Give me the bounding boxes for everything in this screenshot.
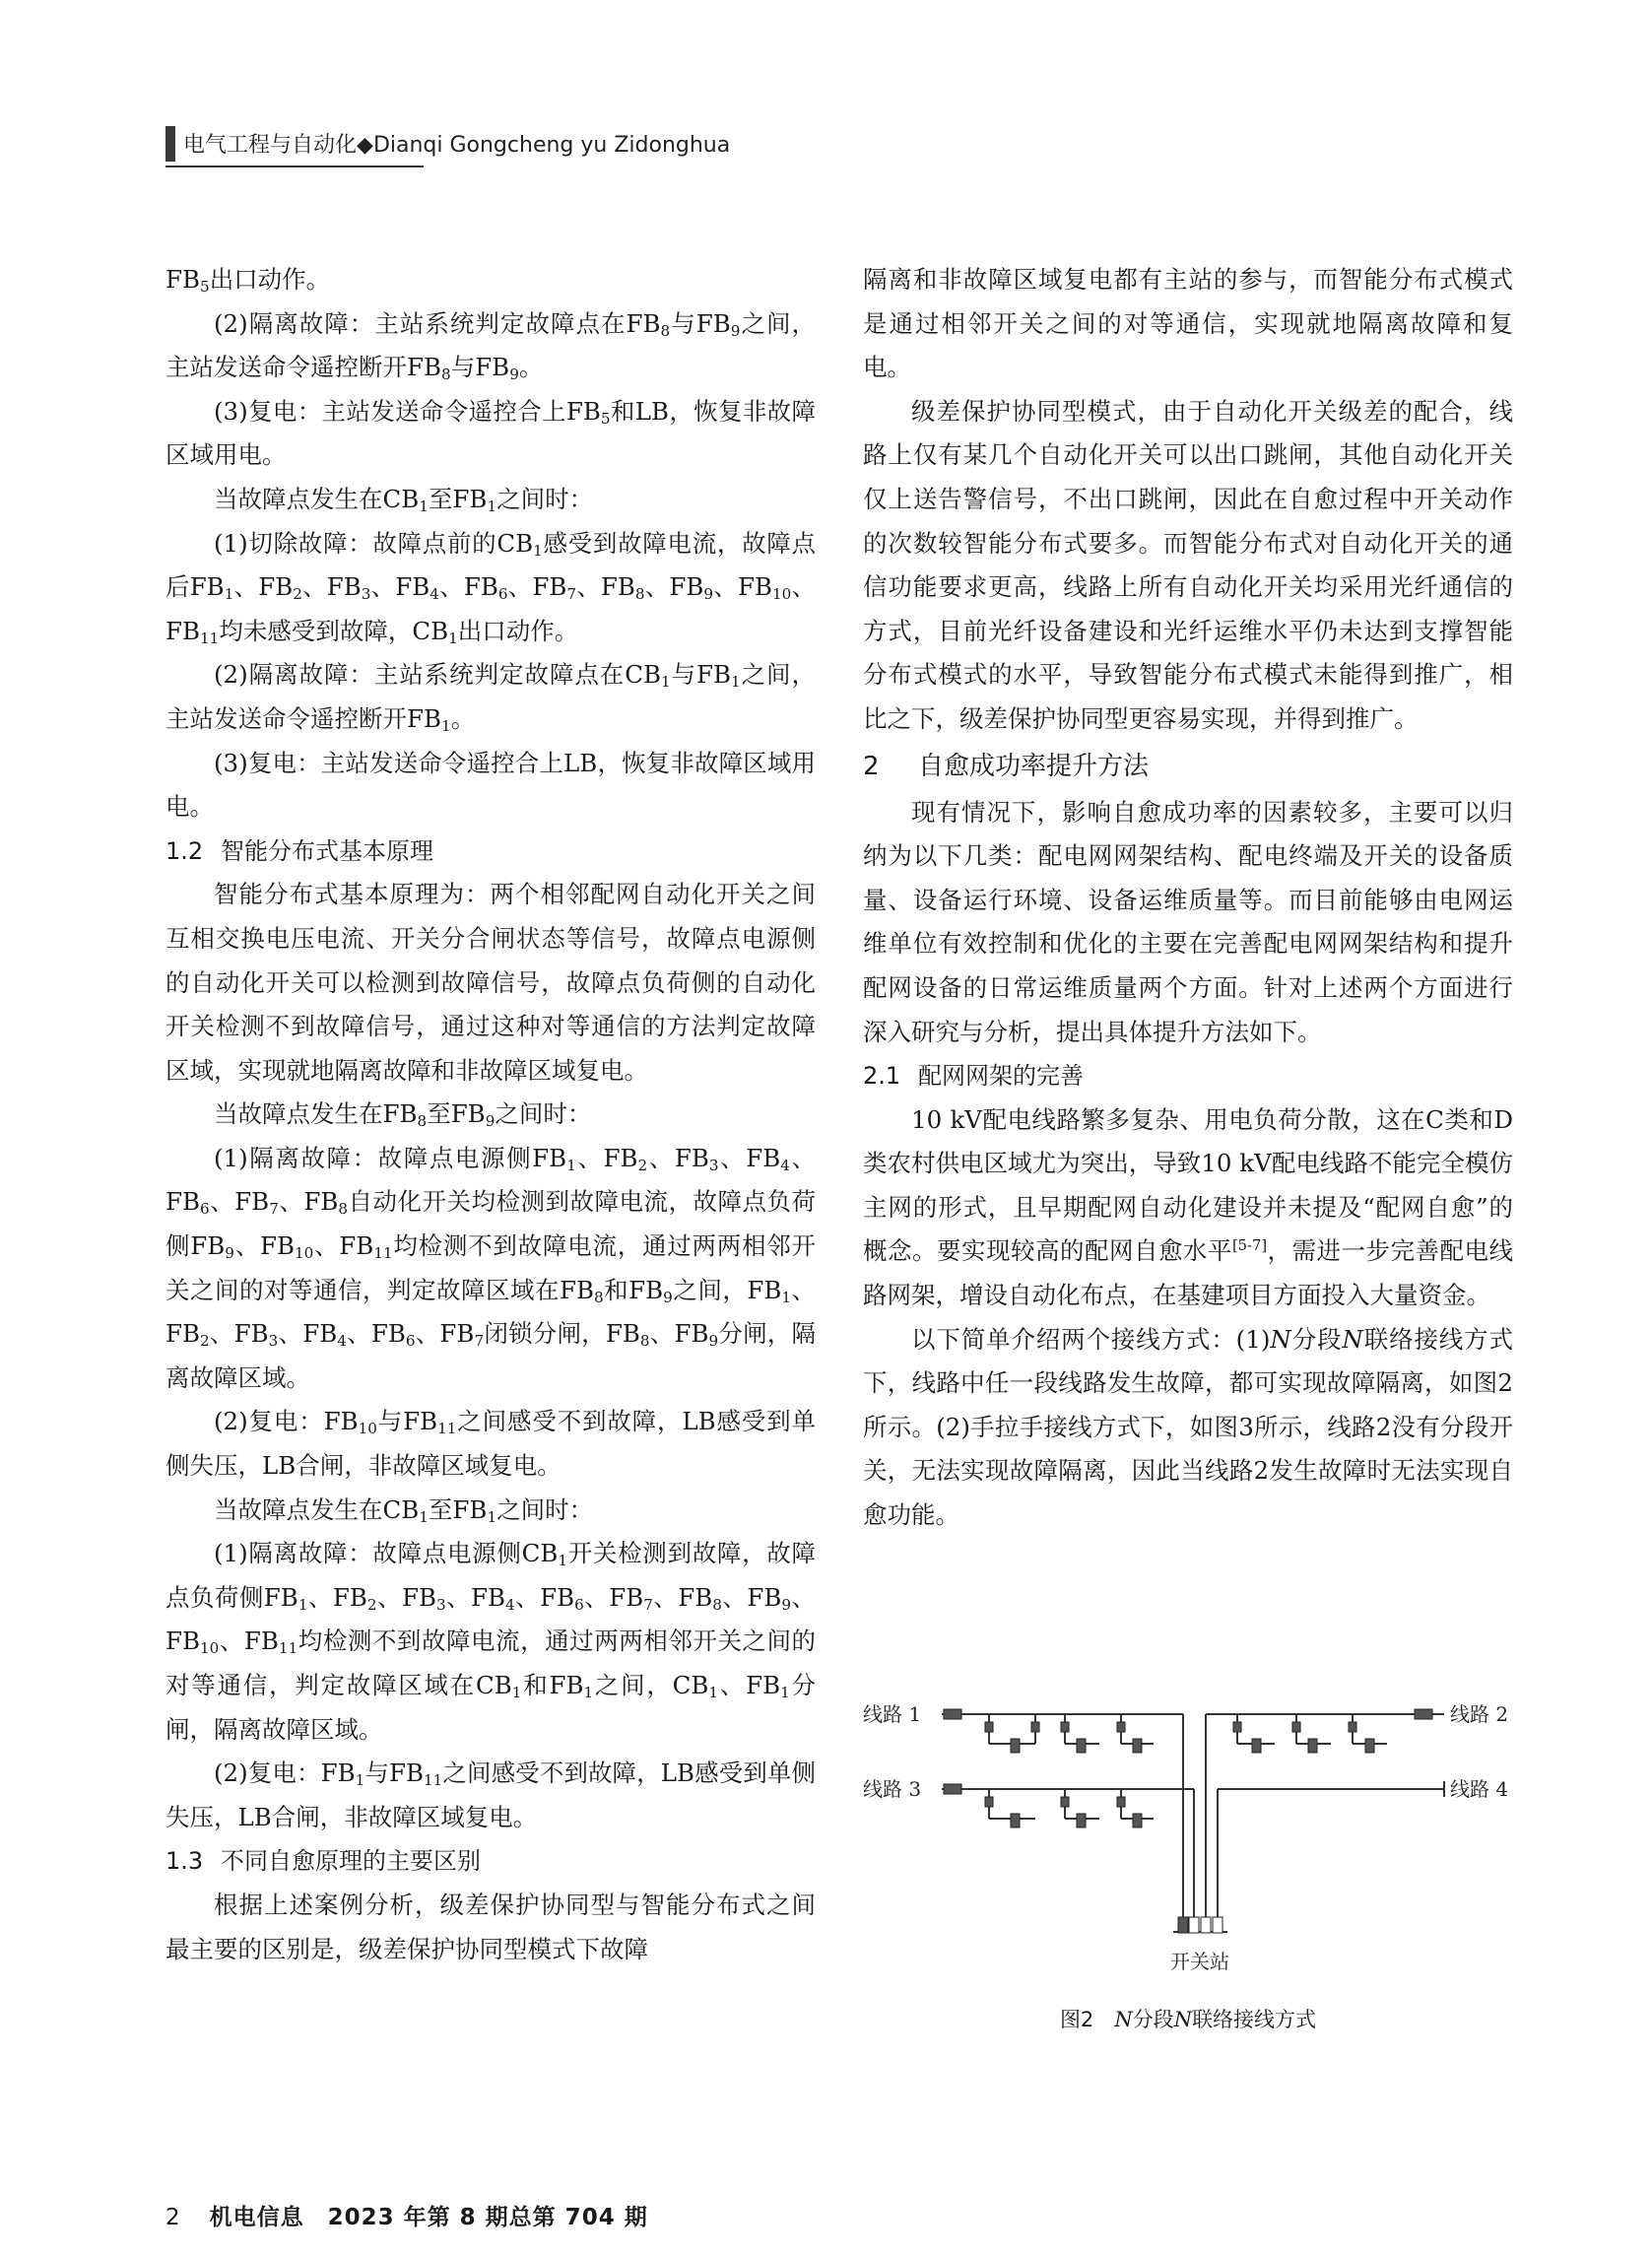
- paragraph: (1)切除故障：故障点前的$CB_1$感受到故障电流，故障点后$FB_1$、$FB_2$、$FB_3$、$FB_4$、$FB_6$、$FB_7$、$FB_8$、$FB_9$、$FB_{10}$、$FB_{11}$均未感受到故障，$CB_1$出口动作。: [165, 528, 816, 647]
- page-number: 2: [165, 2205, 180, 2230]
- paragraph: 当故障点发生在$CB_1$至$FB_1$之间时：: [214, 1494, 594, 1526]
- paragraph: (3)复电：主站发送命令遥控合上$FB_5$和LB，恢复非故障区域用电。: [165, 396, 817, 470]
- label-line-2: 线路 2: [1450, 1702, 1509, 1726]
- paragraph: 当故障点发生在$CB_1$至$FB_1$之间时：: [214, 484, 594, 515]
- header-text: 电气工程与自动化◆Dianqi Gongcheng yu Zidonghua: [183, 133, 731, 158]
- header-rule: [165, 166, 424, 167]
- paragraph: 智能分布式基本原理为：两个相邻配网自动化开关之间互相交换电压电流、开关分合闸状态等信号，故障点电源侧的自动化开关可以检测到故障信号，故障点负荷侧的自动化开关检测不到故障信号，通过这种对等通信的方法判定故障区域，实现就地隔离故障和非故障区域复电。: [165, 880, 816, 1085]
- paragraph: (1)隔离故障：故障点电源侧$FB_1$、$FB_2$、$FB_3$、$FB_4$、$FB_6$、$FB_7$、$FB_8$自动化开关均检测到故障电流，故障点负荷侧$FB_9$、$FB_{10}$、$FB_{11}$均检测不到故障电流，通过两两相邻开关之间的对等通信，判定故障区域在$FB_8$和$FB_9$之间，$FB_1$、$FB_2$、$FB_3$、$FB_4$、$FB_6$、$FB_7$闭锁分闸，$FB_8$、$FB_9$分闸，隔离故障区域。: [165, 1143, 817, 1392]
- citation-ref: [5-7]: [1231, 1237, 1268, 1255]
- section-heading-2: 2 自愈成功率提升方法: [863, 751, 1150, 781]
- paragraph: (2)复电：$FB_{10}$与$FB_{11}$之间感受不到故障，LB感受到单侧失压，LB合闸，非故障区域复电。: [165, 1407, 816, 1481]
- paragraph: (3)复电：主站发送命令遥控合上LB，恢复非故障区域用电。: [165, 748, 816, 822]
- paragraph: $FB_5$出口动作。: [165, 265, 331, 296]
- right-column: [863, 258, 1513, 1538]
- left-column: [165, 258, 816, 1971]
- figure-2-wiring-diagram: [863, 1693, 1513, 1998]
- header-bar: [165, 126, 175, 162]
- journal-issue: 机电信息 2023 年第 8 期总第 704 期: [209, 2205, 648, 2230]
- label-line-3: 线路 3: [863, 1777, 922, 1801]
- label-switch-station: 开关站: [1170, 1950, 1229, 1973]
- journal-name-cn: 电气工程与自动化: [183, 133, 358, 158]
- figure-caption: 图2 N分段N联络接线方式: [1059, 2008, 1317, 2031]
- paragraph: 10 kV配电线路繁多复杂、用电负荷分散，这在C类和D类农村供电区域尤为突出，导致10 kV配电线路不能完全模仿主网的形式，且早期配网自动化建设并未提及“配网自愈”的概念。要实现较高的配网自愈水平[5-7]，需进一步完善配电线路网架，增设自动化布点，在基建项目方面投入大量资金。: [863, 1104, 1514, 1310]
- running-footer: [165, 2199, 648, 2231]
- paragraph: (2)复电：$FB_1$与$FB_{11}$之间感受不到故障，LB感受到单侧失压，LB合闸，非故障区域复电。: [165, 1759, 816, 1831]
- section-heading-1-2: 1.2 智能分布式基本原理: [165, 836, 433, 865]
- label-line-1: 线路 1: [863, 1702, 922, 1726]
- running-header: [165, 126, 731, 166]
- wiring-diagram-svg: [863, 1693, 1513, 1998]
- section-heading-2-1: 2.1 配网网架的完善: [863, 1062, 1084, 1091]
- journal-name-pinyin: Dianqi Gongcheng yu Zidonghua: [372, 133, 731, 158]
- paragraph: 当故障点发生在$FB_8$至$FB_9$之间时：: [214, 1099, 592, 1131]
- paragraph: 根据上述案例分析，级差保护协同型与智能分布式之间最主要的区别是，级差保护协同型模式下故障: [165, 1890, 816, 1963]
- paragraph: (1)隔离故障：故障点电源侧$CB_1$开关检测到故障，故障点负荷侧$FB_1$、$FB_2$、$FB_3$、$FB_4$、$FB_6$、$FB_7$、$FB_8$、$FB_9$、$FB_{10}$、$FB_{11}$均检测不到故障电流，通过两两相邻开关之间的对等通信，判定故障区域在$CB_1$和$FB_1$之间，$CB_1$、$FB_1$分闸，隔离故障区域。: [165, 1539, 817, 1744]
- section-heading-1-3: 1.3 不同自愈原理的主要区别: [165, 1847, 481, 1876]
- paragraph: (2)隔离故障：主站系统判定故障点在$FB_8$与$FB_9$之间，主站发送命令遥控断开$FB_8$与$FB_9$。: [165, 308, 817, 383]
- paragraph: 以下简单介绍两个接线方式：(1)N分段N联络接线方式下，线路中任一段线路发生故障，都可实现故障隔离，如图2所示。(2)手拉手接线方式下，如图3所示，线路2没有分段开关，无法实现故障隔离，因此当线路2发生故障时无法实现自愈功能。: [863, 1324, 1514, 1530]
- label-line-4: 线路 4: [1450, 1777, 1509, 1801]
- paragraph: 级差保护协同型模式，由于自动化开关级差的配合，线路上仅有某几个自动化开关可以出口跳闸，其他自动化开关仅上送告警信号，不出口跳闸，因此在自愈过程中开关动作的次数较智能分布式要多。而智能分布式对自动化开关的通信功能要求更高，线路上所有自动化开关均采用光纤通信的方式，目前光纤设备建设和光纤运维水平仍未达到支撑智能分布式模式的水平，导致智能分布式模式未能得到推广，相比之下，级差保护协同型更容易实现，并得到推广。: [863, 396, 1513, 733]
- paragraph: 现有情况下，影响自愈成功率的因素较多，主要可以归纳为以下几类：配电网网架结构、配电终端及开关的设备质量、设备运行环境、设备运维质量等。而目前能够由电网运维单位有效控制和优化的主要在完善配电网网架结构和提升配网设备的日常运维质量两个方面。针对上述两个方面进行深入研究与分析，提出具体提升方法如下。: [863, 797, 1513, 1046]
- paragraph: 隔离和非故障区域复电都有主站的参与，而智能分布式模式是通过相邻开关之间的对等通信，实现就地隔离故障和复电。: [863, 265, 1513, 382]
- paragraph: (2)隔离故障：主站系统判定故障点在$CB_1$与$FB_1$之间，主站发送命令遥控断开$FB_1$。: [165, 660, 816, 735]
